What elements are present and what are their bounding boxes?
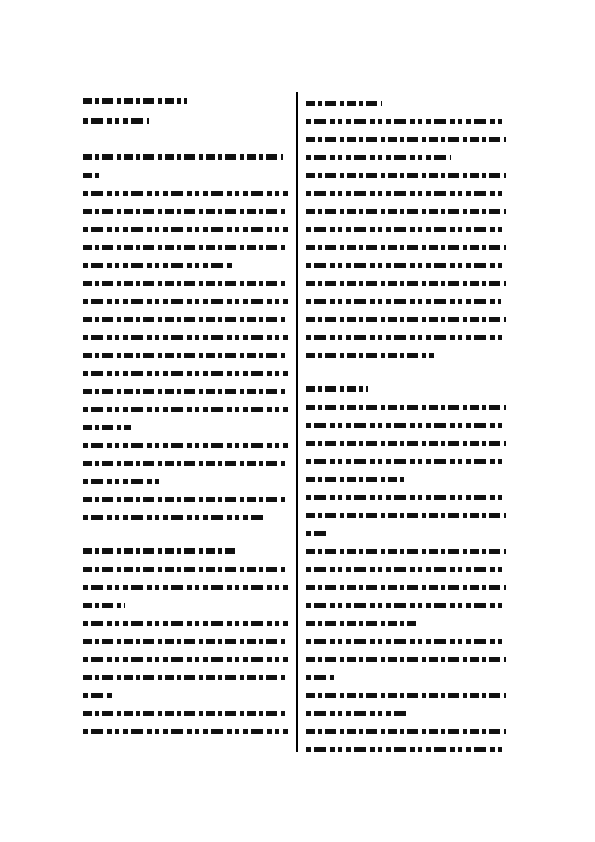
text-line [306,334,512,342]
text-line [83,388,289,396]
text-line [306,226,512,234]
text-line [306,154,512,162]
text-line [83,406,289,414]
left-column [83,154,289,746]
text-line [83,370,289,378]
text-line [306,566,512,574]
text-line [306,244,512,252]
text-line [83,638,289,646]
text-line [306,728,512,736]
text-line [306,458,512,466]
text-line [83,298,289,306]
text-line [83,584,289,592]
text-line [83,478,289,486]
text-line [306,620,512,628]
text-line [306,172,512,180]
text-line [306,476,512,484]
text-line [306,656,512,664]
text-line [83,710,289,718]
text-line [306,692,512,700]
text-line [83,226,289,234]
text-line [83,442,289,450]
text-line [306,100,512,108]
text-line [83,316,289,324]
text-line [306,422,512,430]
text-line [83,334,289,342]
text-line [83,620,289,628]
text-line [83,262,289,270]
text-line [83,208,289,216]
text-line [306,404,512,412]
text-line [83,496,289,504]
text-line [306,316,512,324]
text-line [306,746,512,754]
text-line [306,602,512,610]
text-line [306,136,512,144]
text-line [306,280,512,288]
text-line [83,514,289,522]
text-line [306,710,512,718]
text-line [83,280,289,288]
text-line [306,638,512,646]
text-line [306,674,512,682]
text-line [306,548,512,556]
text-line [306,512,512,520]
column-divider [296,92,298,752]
text-line [306,584,512,592]
text-line [306,494,512,502]
text-line [83,602,289,610]
text-line [83,674,289,682]
section-heading-line [83,548,289,556]
section-heading-line [306,386,512,394]
text-line [306,440,512,448]
text-line [306,262,512,270]
section-heading-line [83,154,289,162]
text-line [83,692,289,700]
right-column [306,100,512,764]
text-line [83,424,289,432]
text-line [306,118,512,126]
text-line [83,728,289,736]
text-line [306,298,512,306]
text-line [83,190,289,198]
text-line [306,352,512,360]
text-line [83,460,289,468]
text-line [83,244,289,252]
text-line [83,566,289,574]
text-line [83,172,289,180]
text-line [306,190,512,198]
text-line [306,208,512,216]
text-line [306,530,512,538]
text-line [83,352,289,360]
text-line [83,656,289,664]
